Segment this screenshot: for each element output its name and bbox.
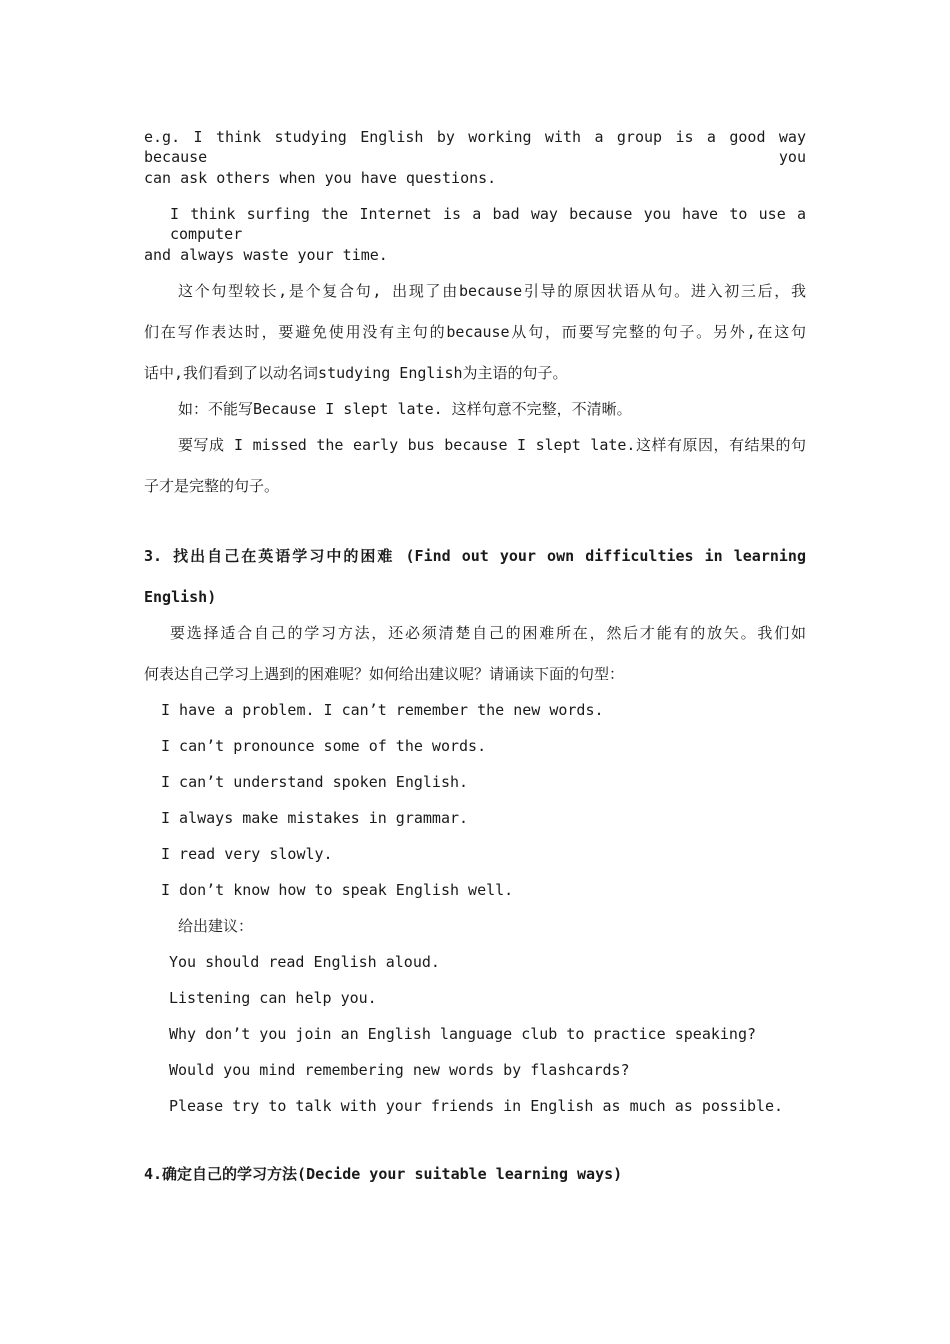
- example2-line-2: and always waste your time.: [144, 246, 388, 264]
- advice-item: You should read English aloud.: [169, 953, 440, 971]
- problem-item: I don’t know how to speak English well.: [161, 881, 514, 899]
- advice-item: Please try to talk with your friends in English as much as possible.: [169, 1097, 784, 1115]
- problem-item: I have a problem. I can’t remember the new words.: [161, 701, 604, 719]
- problem-item: I read very slowly.: [161, 845, 333, 863]
- section3-intro-line-1: 要选择适合自己的学习方法，还必须清楚自己的困难所在，然后才能有的放矢。我们如: [170, 624, 806, 642]
- note-line-2: 们在写作表达时，要避免使用没有主句的because从句，而要写完整的句子。另外,在这句: [144, 323, 806, 341]
- right-example-line-2: 子才是完整的句子。: [144, 477, 280, 495]
- advice-item: Would you mind remembering new words by flashcards?: [169, 1061, 630, 1079]
- right-example-line-1: 要写成 I missed the early bus because I slept late.这样有原因，有结果的句: [178, 436, 806, 454]
- wrong-example: 如：不能写Because I slept late. 这样句意不完整，不清晰。: [178, 400, 632, 418]
- note-line-3: 话中,我们看到了以动名词studying English为主语的句子。: [144, 364, 568, 382]
- example2-line-1: I think surfing the Internet is a bad way because you have to use a computer: [170, 205, 806, 243]
- problem-item: I can’t understand spoken English.: [161, 773, 469, 791]
- note-line-1: 这个句型较长,是个复合句, 出现了由because引导的原因状语从句。进入初三后，我: [178, 282, 806, 300]
- section3-intro-line-2: 何表达自己学习上遇到的困难呢？如何给出建议呢？请诵读下面的句型：: [144, 665, 625, 683]
- problem-item: I can’t pronounce some of the words.: [161, 737, 487, 755]
- section3-heading-line-2: English): [144, 588, 217, 606]
- problem-item: I always make mistakes in grammar.: [161, 809, 469, 827]
- advice-label: 给出建议：: [178, 917, 254, 935]
- section4-heading: 4.确定自己的学习方法(Decide your suitable learning ways): [144, 1165, 623, 1183]
- example-line-1: e.g. I think studying English by working with a group is a good way because you: [144, 128, 806, 166]
- advice-item: Why don’t you join an English language club to practice speaking?: [169, 1025, 756, 1043]
- advice-item: Listening can help you.: [169, 989, 377, 1007]
- example-line-2: can ask others when you have questions.: [144, 169, 497, 187]
- section3-heading-line-1: 3. 找出自己在英语学习中的困难 (Find out your own difficulties in learning: [144, 547, 806, 565]
